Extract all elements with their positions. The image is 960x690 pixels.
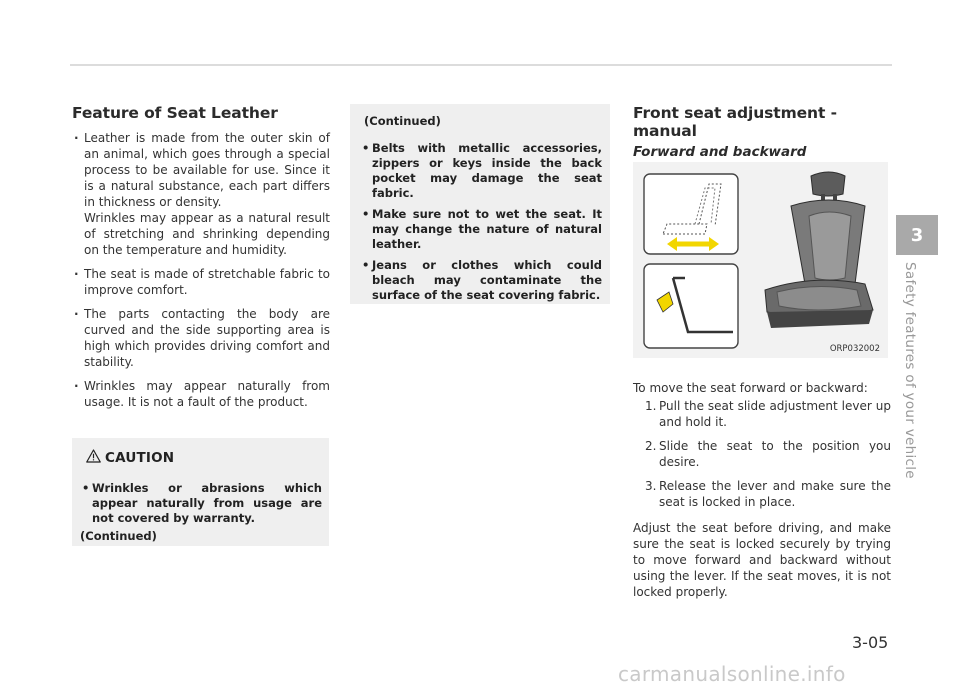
figure-code: ORP032002 — [829, 344, 880, 354]
step-item — [633, 398, 891, 430]
bullet-item — [72, 130, 330, 258]
page-number: 3-05 — [852, 633, 889, 652]
bullet-list — [72, 130, 330, 410]
steps-list — [633, 398, 891, 510]
caution-box — [72, 438, 329, 546]
continued-label: (Continued) — [80, 529, 157, 543]
top-rule — [70, 64, 892, 66]
instructions — [633, 380, 891, 600]
caution-title: CAUTION — [105, 449, 175, 466]
caution-header — [86, 448, 174, 467]
caution-continued-box — [350, 104, 610, 304]
caution-list — [362, 141, 602, 309]
bullet-item — [72, 306, 330, 370]
seat-diagram — [633, 162, 888, 358]
seat-illustration — [633, 162, 888, 358]
caution-list — [82, 481, 322, 526]
continued-label: (Continued) — [364, 114, 441, 128]
watermark: carmanualsonline.info — [618, 662, 846, 686]
subsection-heading: Forward and backward — [633, 144, 807, 160]
step-text: Release the lever and make sure the seat is locked in place. — [659, 479, 891, 509]
bullet-subtext: Wrinkles may appear as a natural result of stretching and shrinking depending on the temperature and humidity. — [84, 211, 330, 257]
caution-item: • Make sure not to wet the seat. It may change the nature of natural leather. — [362, 207, 602, 252]
step-number: 3. — [645, 479, 657, 493]
bullet-text: The parts contacting the body are curved and the side supporting area is high which provides driving comfort and stability. — [84, 307, 330, 369]
step-number: 2. — [645, 439, 657, 453]
bullet-text: Wrinkles may appear naturally from usage. It is not a fault of the product. — [84, 379, 330, 409]
caution-item: • Jeans or clothes which could bleach may contaminate the surface of the seat covering fabric. — [362, 258, 602, 303]
bullet-item — [72, 266, 330, 298]
step-text: Pull the seat slide adjustment lever up and hold it. — [659, 399, 891, 429]
left-column — [72, 104, 330, 418]
bullet-text: The seat is made of stretchable fabric to improve comfort. — [84, 267, 330, 297]
warning-triangle-icon — [86, 448, 101, 467]
section-heading: Feature of Seat Leather — [72, 104, 278, 122]
chapter-title: Safety features of your vehicle — [902, 262, 918, 479]
bullet-item — [72, 378, 330, 410]
caution-item: • Belts with metallic accessories, zippers or keys inside the back pocket may damage the seat fabric. — [362, 141, 602, 201]
step-number: 1. — [645, 399, 657, 413]
caution-item: • Wrinkles or abrasions which appear naturally from usage are not covered by warranty. — [82, 481, 322, 526]
section-heading: Front seat adjustment - manual — [633, 104, 837, 140]
intro-text: To move the seat forward or backward: — [633, 381, 868, 395]
step-item — [633, 478, 891, 510]
right-column — [633, 104, 891, 166]
bullet-text: Leather is made from the outer skin of an animal, which goes through a special process to be available for use. Since it is a natural substance, each part differs in thickness or density. — [84, 131, 330, 209]
paragraph: Adjust the seat before driving, and make sure the seat is locked securely by trying to move forward and backward without using the lever. If the seat moves, it is not locked properly. — [633, 521, 891, 599]
step-item — [633, 438, 891, 470]
chapter-tab[interactable]: 3 — [896, 215, 938, 255]
step-text: Slide the seat to the position you desire. — [659, 439, 891, 469]
